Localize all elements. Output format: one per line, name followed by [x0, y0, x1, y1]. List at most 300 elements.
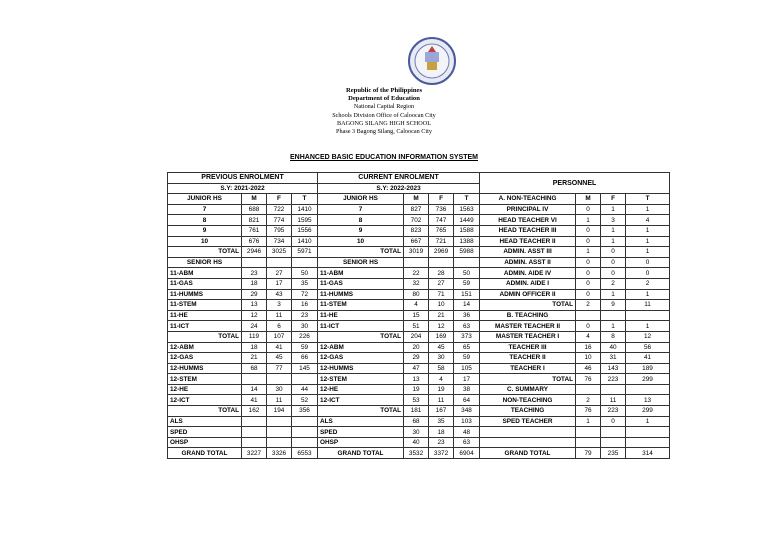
header-republic: Republic of the Philippines [345, 87, 423, 94]
table-row [168, 278, 670, 289]
curr-row-label: 9 [318, 225, 404, 236]
personnel-female: 3 [601, 215, 626, 226]
prev-male: 14 [242, 384, 267, 395]
prev-total: 66 [292, 353, 318, 364]
table-row [168, 363, 670, 374]
curr-row-label: 12-HE [318, 384, 404, 395]
header-region: National Capital Region [353, 103, 415, 110]
personnel-label: TEACHER I [480, 363, 576, 374]
personnel-grand-female: 235 [601, 448, 626, 459]
prev-school-year: S.Y: 2021-2022 [168, 183, 318, 194]
prev-female: 774 [267, 215, 292, 226]
prev-female: 30 [267, 384, 292, 395]
prev-total: 1410 [292, 204, 318, 215]
prev-male [242, 427, 267, 438]
curr-total: 64 [454, 395, 480, 406]
personnel-label: TOTAL [480, 374, 576, 385]
personnel-label [480, 437, 576, 448]
curr-total: 48 [454, 427, 480, 438]
curr-row-label: SPED [318, 427, 404, 438]
personnel-male: 0 [576, 257, 601, 268]
curr-total: 59 [454, 278, 480, 289]
prev-total [292, 374, 318, 385]
personnel-label: MASTER TEACHER II [480, 321, 576, 332]
personnel-total: 1 [626, 236, 670, 247]
personnel-total [626, 310, 670, 321]
curr-female: 11 [429, 395, 454, 406]
curr-row-label: 11-HUMMS [318, 289, 404, 300]
prev-total: 16 [292, 300, 318, 311]
curr-total: 14 [454, 300, 480, 311]
prev-row-label: 12-STEM [168, 374, 242, 385]
prev-male: 18 [242, 278, 267, 289]
col-m: M [242, 194, 267, 205]
prev-total [292, 257, 318, 268]
personnel-female: 1 [601, 321, 626, 332]
personnel-total: 1 [626, 247, 670, 258]
prev-row-label: 12-ICT [168, 395, 242, 406]
curr-total: 103 [454, 416, 480, 427]
personnel-total: 41 [626, 353, 670, 364]
curr-row-label: 12-ABM [318, 342, 404, 353]
prev-jhs-label: JUNIOR HS [168, 194, 242, 205]
personnel-grand-total-label: GRAND TOTAL [480, 448, 576, 459]
prev-heading: PREVIOUS ENROLMENT [168, 173, 318, 184]
personnel-female [601, 310, 626, 321]
table-row [168, 384, 670, 395]
personnel-label: ADMIN. ASST III [480, 247, 576, 258]
prev-female: 17 [267, 278, 292, 289]
prev-total [292, 416, 318, 427]
prev-female: 3 [267, 300, 292, 311]
curr-male: 51 [404, 321, 429, 332]
prev-total: 23 [292, 310, 318, 321]
col-f: F [429, 194, 454, 205]
curr-female: 30 [429, 353, 454, 364]
prev-female [267, 427, 292, 438]
personnel-total [626, 427, 670, 438]
curr-female: 18 [429, 427, 454, 438]
personnel-female: 223 [601, 374, 626, 385]
col-t: T [626, 194, 670, 205]
prev-male: 162 [242, 406, 267, 417]
curr-row-label: 12-GAS [318, 353, 404, 364]
personnel-female: 1 [601, 289, 626, 300]
prev-female [267, 437, 292, 448]
prev-row-label: 9 [168, 225, 242, 236]
prev-male: 21 [242, 353, 267, 364]
curr-male: 80 [404, 289, 429, 300]
personnel-total: 11 [626, 300, 670, 311]
personnel-male: 46 [576, 363, 601, 374]
prev-row-label: SENIOR HS [168, 257, 242, 268]
table-row [168, 300, 670, 311]
curr-female: 167 [429, 406, 454, 417]
personnel-total: 1 [626, 321, 670, 332]
personnel-label: MASTER TEACHER I [480, 331, 576, 342]
prev-row-label: 11-STEM [168, 300, 242, 311]
enrolment-table [167, 172, 670, 459]
personnel-male [576, 310, 601, 321]
curr-male: 22 [404, 268, 429, 279]
prev-male [242, 374, 267, 385]
col-m: M [576, 194, 601, 205]
curr-total: 1388 [454, 236, 480, 247]
curr-female: 721 [429, 236, 454, 247]
personnel-female: 143 [601, 363, 626, 374]
prev-female: 722 [267, 204, 292, 215]
prev-total: 44 [292, 384, 318, 395]
personnel-female: 31 [601, 353, 626, 364]
curr-row-label: OHSP [318, 437, 404, 448]
curr-total: 63 [454, 437, 480, 448]
prev-total: 1595 [292, 215, 318, 226]
prev-row-label: 12-HUMMS [168, 363, 242, 374]
curr-total: 65 [454, 342, 480, 353]
personnel-female: 1 [601, 204, 626, 215]
personnel-label: PRINCIPAL IV [480, 204, 576, 215]
table-row [168, 427, 670, 438]
curr-male: 4 [404, 300, 429, 311]
personnel-male: 0 [576, 289, 601, 300]
personnel-male: 76 [576, 406, 601, 417]
personnel-female: 0 [601, 257, 626, 268]
personnel-grand-male: 79 [576, 448, 601, 459]
prev-total: 1556 [292, 225, 318, 236]
prev-male: 12 [242, 310, 267, 321]
prev-total: 30 [292, 321, 318, 332]
table-row [168, 257, 670, 268]
prev-male: 821 [242, 215, 267, 226]
header-division: Schools Division Office of Caloocan City [332, 112, 436, 119]
curr-female: 2969 [429, 247, 454, 258]
personnel-non-teaching-label: A. NON-TEACHING [480, 194, 576, 205]
curr-school-year: S.Y: 2022-2023 [318, 183, 480, 194]
personnel-label: HEAD TEACHER VI [480, 215, 576, 226]
personnel-male: 10 [576, 353, 601, 364]
curr-female: 21 [429, 310, 454, 321]
curr-row-label: 7 [318, 204, 404, 215]
personnel-total: 0 [626, 257, 670, 268]
curr-female: 58 [429, 363, 454, 374]
personnel-total: 2 [626, 278, 670, 289]
prev-row-label: SPED [168, 427, 242, 438]
curr-total: 63 [454, 321, 480, 332]
personnel-female: 8 [601, 331, 626, 342]
curr-row-label: 12-STEM [318, 374, 404, 385]
prev-female: 27 [267, 268, 292, 279]
personnel-female [601, 384, 626, 395]
prev-row-label: 12-ABM [168, 342, 242, 353]
prev-total: 35 [292, 278, 318, 289]
personnel-female: 9 [601, 300, 626, 311]
curr-total: 105 [454, 363, 480, 374]
prev-male [242, 416, 267, 427]
curr-total: 17 [454, 374, 480, 385]
personnel-female [601, 437, 626, 448]
curr-total: 1449 [454, 215, 480, 226]
curr-female: 4 [429, 374, 454, 385]
personnel-male: 0 [576, 321, 601, 332]
personnel-male: 0 [576, 268, 601, 279]
prev-grand-female: 3326 [267, 448, 292, 459]
prev-row-label: 8 [168, 215, 242, 226]
table-row [168, 416, 670, 427]
curr-row-label: 10 [318, 236, 404, 247]
curr-female: 23 [429, 437, 454, 448]
curr-row-label: SENIOR HS [318, 257, 404, 268]
personnel-female: 0 [601, 247, 626, 258]
prev-female: 43 [267, 289, 292, 300]
curr-male: 30 [404, 427, 429, 438]
prev-female: 11 [267, 395, 292, 406]
prev-female [267, 257, 292, 268]
personnel-label: HEAD TEACHER III [480, 225, 576, 236]
personnel-male: 4 [576, 331, 601, 342]
prev-row-label: 12-HE [168, 384, 242, 395]
curr-male: 19 [404, 384, 429, 395]
prev-male [242, 257, 267, 268]
grand-total-row [168, 448, 670, 459]
curr-female: 765 [429, 225, 454, 236]
table-row [168, 289, 670, 300]
table-row [168, 406, 670, 417]
curr-total: 1588 [454, 225, 480, 236]
curr-female: 12 [429, 321, 454, 332]
personnel-female: 2 [601, 278, 626, 289]
curr-total: 38 [454, 384, 480, 395]
table-row [168, 204, 670, 215]
curr-male: 13 [404, 374, 429, 385]
personnel-label: TEACHER II [480, 353, 576, 364]
personnel-total [626, 384, 670, 395]
curr-male: 20 [404, 342, 429, 353]
personnel-label: NON-TEACHING [480, 395, 576, 406]
personnel-total: 1 [626, 416, 670, 427]
prev-row-label: TOTAL [168, 247, 242, 258]
prev-male: 23 [242, 268, 267, 279]
personnel-label: B. TEACHING [480, 310, 576, 321]
col-f: F [267, 194, 292, 205]
table-row [168, 247, 670, 258]
personnel-heading: PERSONNEL [480, 173, 670, 194]
curr-row-label: TOTAL [318, 406, 404, 417]
personnel-total: 13 [626, 395, 670, 406]
personnel-label: TOTAL [480, 300, 576, 311]
curr-row-label: TOTAL [318, 331, 404, 342]
curr-total: 151 [454, 289, 480, 300]
prev-total: 59 [292, 342, 318, 353]
prev-female: 11 [267, 310, 292, 321]
prev-male: 18 [242, 342, 267, 353]
prev-grand-total: 6553 [292, 448, 318, 459]
prev-row-label: TOTAL [168, 406, 242, 417]
curr-female: 35 [429, 416, 454, 427]
col-t: T [454, 194, 480, 205]
prev-grand-male: 3227 [242, 448, 267, 459]
prev-total: 5971 [292, 247, 318, 258]
curr-row-label: 11-HE [318, 310, 404, 321]
prev-row-label: 10 [168, 236, 242, 247]
curr-female: 19 [429, 384, 454, 395]
prev-female: 3025 [267, 247, 292, 258]
curr-grand-total: 6904 [454, 448, 480, 459]
prev-row-label: ALS [168, 416, 242, 427]
personnel-label: ADMIN. AIDE IV [480, 268, 576, 279]
personnel-label: HEAD TEACHER II [480, 236, 576, 247]
curr-male: 15 [404, 310, 429, 321]
curr-female: 45 [429, 342, 454, 353]
personnel-total [626, 437, 670, 448]
curr-male: 3019 [404, 247, 429, 258]
prev-row-label: 11-GAS [168, 278, 242, 289]
prev-row-label: OHSP [168, 437, 242, 448]
curr-male: 32 [404, 278, 429, 289]
curr-male: 667 [404, 236, 429, 247]
personnel-total: 0 [626, 268, 670, 279]
table-row [168, 437, 670, 448]
table-row [168, 395, 670, 406]
personnel-total: 1 [626, 289, 670, 300]
prev-female: 194 [267, 406, 292, 417]
prev-row-label: 11-HE [168, 310, 242, 321]
prev-male: 13 [242, 300, 267, 311]
prev-female [267, 416, 292, 427]
personnel-total: 56 [626, 342, 670, 353]
personnel-male: 0 [576, 236, 601, 247]
prev-female: 77 [267, 363, 292, 374]
curr-row-label: 8 [318, 215, 404, 226]
prev-male: 24 [242, 321, 267, 332]
prev-total: 50 [292, 268, 318, 279]
personnel-male [576, 437, 601, 448]
personnel-male: 1 [576, 416, 601, 427]
curr-grand-female: 3372 [429, 448, 454, 459]
header-school: BAGONG SILANG HIGH SCHOOL [336, 120, 431, 127]
prev-total [292, 427, 318, 438]
prev-row-label: 12-GAS [168, 353, 242, 364]
curr-female: 28 [429, 268, 454, 279]
curr-row-label: 11-STEM [318, 300, 404, 311]
curr-total: 50 [454, 268, 480, 279]
curr-male: 40 [404, 437, 429, 448]
personnel-label [480, 427, 576, 438]
curr-heading: CURRENT ENROLMENT [318, 173, 480, 184]
curr-male: 53 [404, 395, 429, 406]
personnel-female: 0 [601, 416, 626, 427]
personnel-female [601, 427, 626, 438]
personnel-label: SPED TEACHER [480, 416, 576, 427]
curr-male [404, 257, 429, 268]
personnel-label: TEACHER III [480, 342, 576, 353]
prev-total: 145 [292, 363, 318, 374]
curr-female [429, 257, 454, 268]
curr-female: 27 [429, 278, 454, 289]
prev-male: 29 [242, 289, 267, 300]
personnel-total: 299 [626, 374, 670, 385]
curr-row-label: 11-ABM [318, 268, 404, 279]
prev-female: 41 [267, 342, 292, 353]
col-f: F [601, 194, 626, 205]
prev-row-label: TOTAL [168, 331, 242, 342]
personnel-male: 76 [576, 374, 601, 385]
prev-female: 795 [267, 225, 292, 236]
curr-jhs-label: JUNIOR HS [318, 194, 404, 205]
personnel-total: 12 [626, 331, 670, 342]
curr-row-label: 11-GAS [318, 278, 404, 289]
prev-total [292, 437, 318, 448]
deped-seal-logo [407, 36, 457, 86]
table-row [168, 374, 670, 385]
prev-row-label: 11-ABM [168, 268, 242, 279]
curr-female: 736 [429, 204, 454, 215]
col-m: M [404, 194, 429, 205]
prev-male: 676 [242, 236, 267, 247]
personnel-label: TEACHING [480, 406, 576, 417]
prev-female [267, 374, 292, 385]
prev-male [242, 437, 267, 448]
curr-male: 68 [404, 416, 429, 427]
personnel-total: 1 [626, 204, 670, 215]
prev-row-label: 7 [168, 204, 242, 215]
table-row [168, 225, 670, 236]
prev-male: 2946 [242, 247, 267, 258]
prev-female: 734 [267, 236, 292, 247]
personnel-female: 11 [601, 395, 626, 406]
curr-grand-total-label: GRAND TOTAL [318, 448, 404, 459]
curr-total [454, 257, 480, 268]
personnel-label: ADMIN. AIDE I [480, 278, 576, 289]
curr-total: 348 [454, 406, 480, 417]
curr-row-label: 12-ICT [318, 395, 404, 406]
personnel-total: 189 [626, 363, 670, 374]
personnel-male: 16 [576, 342, 601, 353]
curr-female: 747 [429, 215, 454, 226]
personnel-label: ADMIN. ASST II [480, 257, 576, 268]
prev-total: 52 [292, 395, 318, 406]
table-row [168, 321, 670, 332]
curr-total: 373 [454, 331, 480, 342]
prev-grand-total-label: GRAND TOTAL [168, 448, 242, 459]
table-row [168, 268, 670, 279]
curr-male: 823 [404, 225, 429, 236]
curr-row-label: 11-ICT [318, 321, 404, 332]
personnel-male [576, 427, 601, 438]
personnel-female: 40 [601, 342, 626, 353]
header-address: Phase 3 Bagong Silang, Caloocan City [336, 128, 432, 135]
personnel-male: 1 [576, 247, 601, 258]
prev-female: 6 [267, 321, 292, 332]
personnel-male: 2 [576, 395, 601, 406]
curr-grand-male: 3532 [404, 448, 429, 459]
prev-male: 688 [242, 204, 267, 215]
curr-male: 29 [404, 353, 429, 364]
personnel-male: 0 [576, 278, 601, 289]
prev-male: 119 [242, 331, 267, 342]
curr-total: 59 [454, 353, 480, 364]
header-department: Department of Education [348, 95, 420, 102]
table-row [168, 342, 670, 353]
personnel-male [576, 384, 601, 395]
personnel-total: 1 [626, 225, 670, 236]
table-row [168, 215, 670, 226]
personnel-male: 1 [576, 215, 601, 226]
prev-female: 45 [267, 353, 292, 364]
prev-total: 72 [292, 289, 318, 300]
curr-row-label: TOTAL [318, 247, 404, 258]
personnel-female: 223 [601, 406, 626, 417]
personnel-label: C. SUMMARY [480, 384, 576, 395]
